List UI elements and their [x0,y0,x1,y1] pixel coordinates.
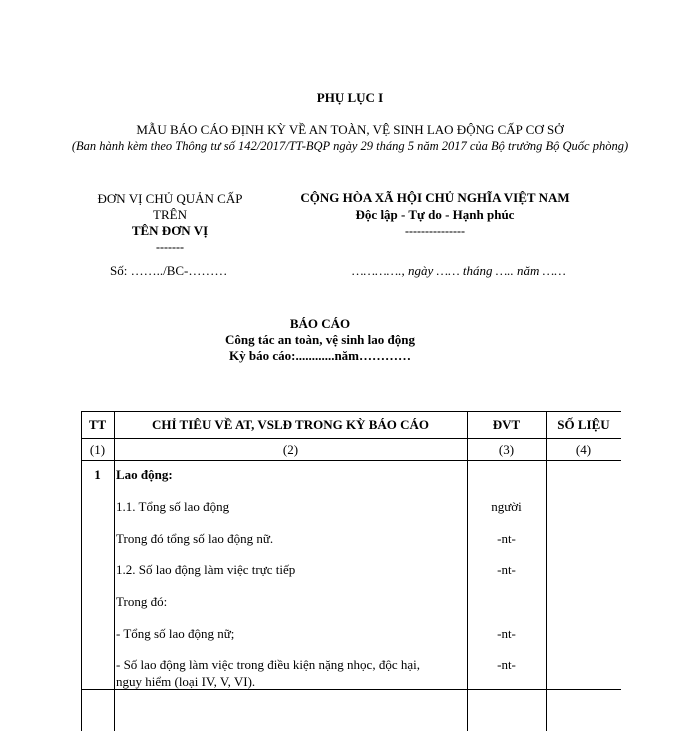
right-dash: --------------- [405,224,465,238]
row-1-label: Lao động: [116,467,173,482]
report-table [81,411,621,731]
document-number: Số: ……../BC-……… [110,263,228,278]
col-number-1: (1) [89,442,106,457]
parent-org-line: ĐƠN VỊ CHỦ QUẢN CẤP TRÊN [97,191,243,222]
national-motto: Độc lập - Tự do - Hạnh phúc [355,207,515,222]
row-1-tt: 1 [94,467,101,482]
row-7-label: - Số lao động làm việc trong điều kiện nặng nhọc, độc hại, [116,657,420,672]
row-2-unit: người [491,499,522,514]
report-period: Kỳ báo cáo:............năm………… [229,348,411,363]
left-dash: ------- [156,240,184,254]
issued-note: (Ban hành kèm theo Thông tư số 142/2017/TT-BQP ngày 29 tháng 5 năm 2017 của Bộ trưởng Bộ Quốc phòng) [71,139,629,153]
col-number-3: (3) [498,442,515,457]
report-title: BÁO CÁO [289,316,351,331]
form-title: MẪU BÁO CÁO ĐỊNH KỲ VỀ AN TOÀN, VỆ SINH LAO ĐỘNG CẤP CƠ SỞ [136,122,564,137]
unit-name: TÊN ĐƠN VỊ [131,223,209,238]
col-number-4: (4) [575,442,592,457]
row-8-fragment [116,695,119,703]
annex-heading: PHỤ LỤC I [316,90,384,105]
report-subtitle: Công tác an toàn, vệ sinh lao động [225,332,415,347]
header-tt: TT [88,417,107,432]
row-6-label: - Tổng số lao động nữ; [116,626,235,641]
row-3-unit: -nt- [497,531,516,546]
row-6-unit: -nt- [497,626,516,641]
row-7-label-cont: nguy hiểm (loại IV, V, VI). [116,674,256,689]
header-unit: ĐVT [492,417,521,432]
row-4-label: 1.2. Số lao động làm việc trực tiếp [116,562,296,577]
document-date: …………., ngày …… tháng ….. năm …… [352,263,566,278]
row-3-label: Trong đó tổng số lao động nữ. [116,531,274,546]
row-2-label: 1.1. Tổng số lao động [116,499,230,514]
row-4-unit: -nt- [497,562,516,577]
col-number-2: (2) [282,442,299,457]
country-name: CỘNG HÒA XÃ HỘI CHỦ NGHĨA VIỆT NAM [300,190,570,205]
header-indicator: CHỈ TIÊU VỀ AT, VSLĐ TRONG KỲ BÁO CÁO [151,417,430,432]
row-5-label: Trong đó: [116,594,168,609]
header-data: SỐ LIỆU [557,417,610,432]
row-7-unit: -nt- [497,657,516,672]
